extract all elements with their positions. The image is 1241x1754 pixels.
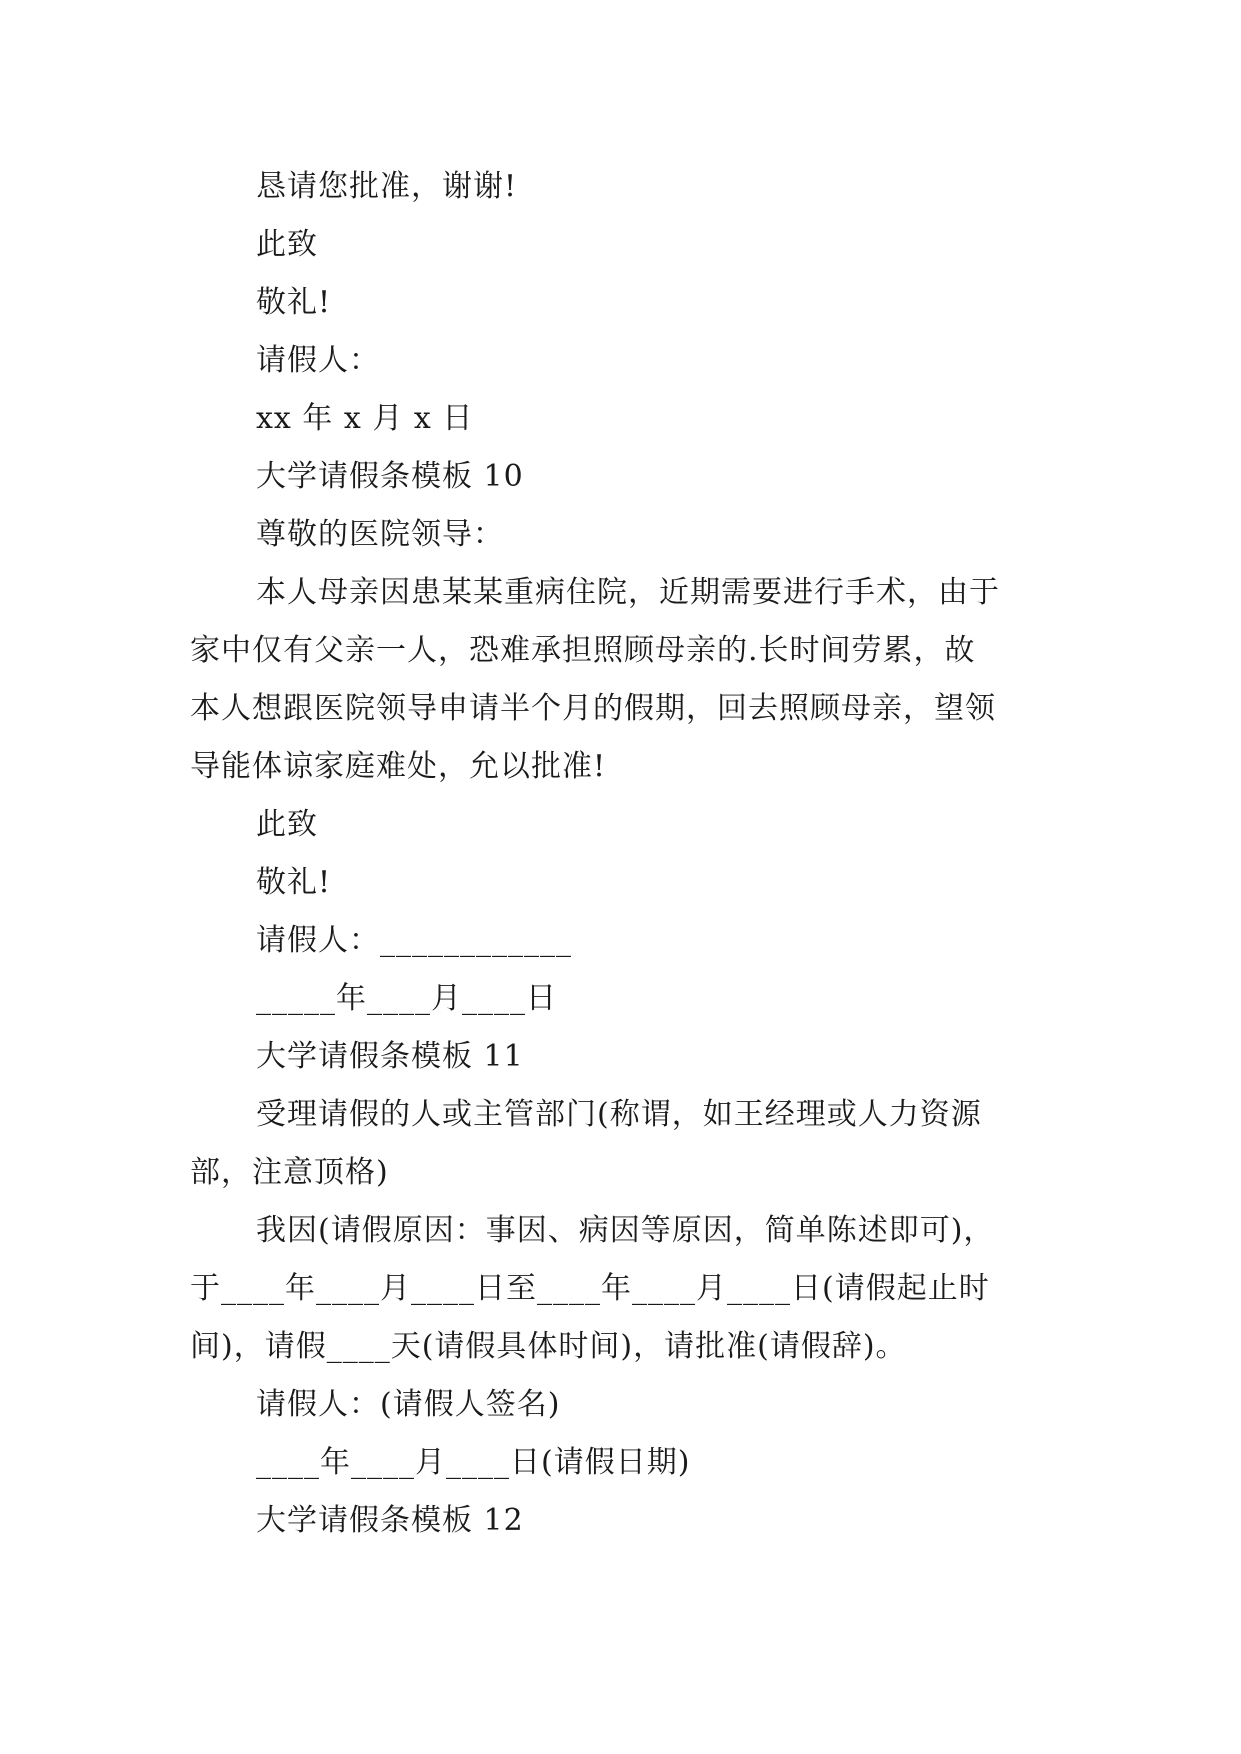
body-paragraph-line-3: 本人想跟医院领导申请半个月的假期，回去照顾母亲，望领	[190, 691, 996, 726]
reason-paragraph-line-2: 于____年____月____日至____年____月____日(请假起止时	[190, 1271, 990, 1306]
template-heading-11: 大学请假条模板 11	[256, 1039, 524, 1074]
body-paragraph-line-2: 家中仅有父亲一人，恐难承担照顾母亲的.长时间劳累，故	[190, 633, 976, 668]
body-paragraph-line-4: 导能体谅家庭难处，允以批准!	[190, 749, 607, 784]
date-blank-line: _____年____月____日	[256, 981, 557, 1016]
addressee-line: 尊敬的医院领导：	[256, 517, 504, 552]
salutation-cizhi: 此致	[256, 227, 318, 262]
recipient-instruction-line-2: 部，注意顶格)	[190, 1155, 389, 1190]
closing-request-line: 恳请您批准，谢谢!	[256, 169, 518, 204]
signature-label: 请假人：	[256, 343, 380, 378]
reason-paragraph-line-3: 间)，请假____天(请假具体时间)，请批准(请假辞)。	[190, 1329, 907, 1364]
signature-instruction-line: 请假人：(请假人签名)	[256, 1387, 561, 1422]
signature-blank-line: 请假人：____________	[256, 923, 572, 958]
salutation-jingli: 敬礼!	[256, 285, 332, 320]
date-line: xx 年 x 月 x 日	[256, 401, 474, 436]
reason-paragraph-line-1: 我因(请假原因：事因、病因等原因，简单陈述即可)，	[256, 1213, 995, 1248]
salutation-cizhi: 此致	[256, 807, 318, 842]
date-instruction-line: ____年____月____日(请假日期)	[256, 1445, 691, 1480]
body-paragraph-line-1: 本人母亲因患某某重病住院，近期需要进行手术，由于	[256, 575, 1000, 610]
recipient-instruction-line-1: 受理请假的人或主管部门(称谓，如王经理或人力资源	[256, 1097, 982, 1132]
salutation-jingli: 敬礼!	[256, 865, 332, 900]
template-heading-12: 大学请假条模板 12	[256, 1503, 524, 1538]
template-heading-10: 大学请假条模板 10	[256, 459, 524, 494]
